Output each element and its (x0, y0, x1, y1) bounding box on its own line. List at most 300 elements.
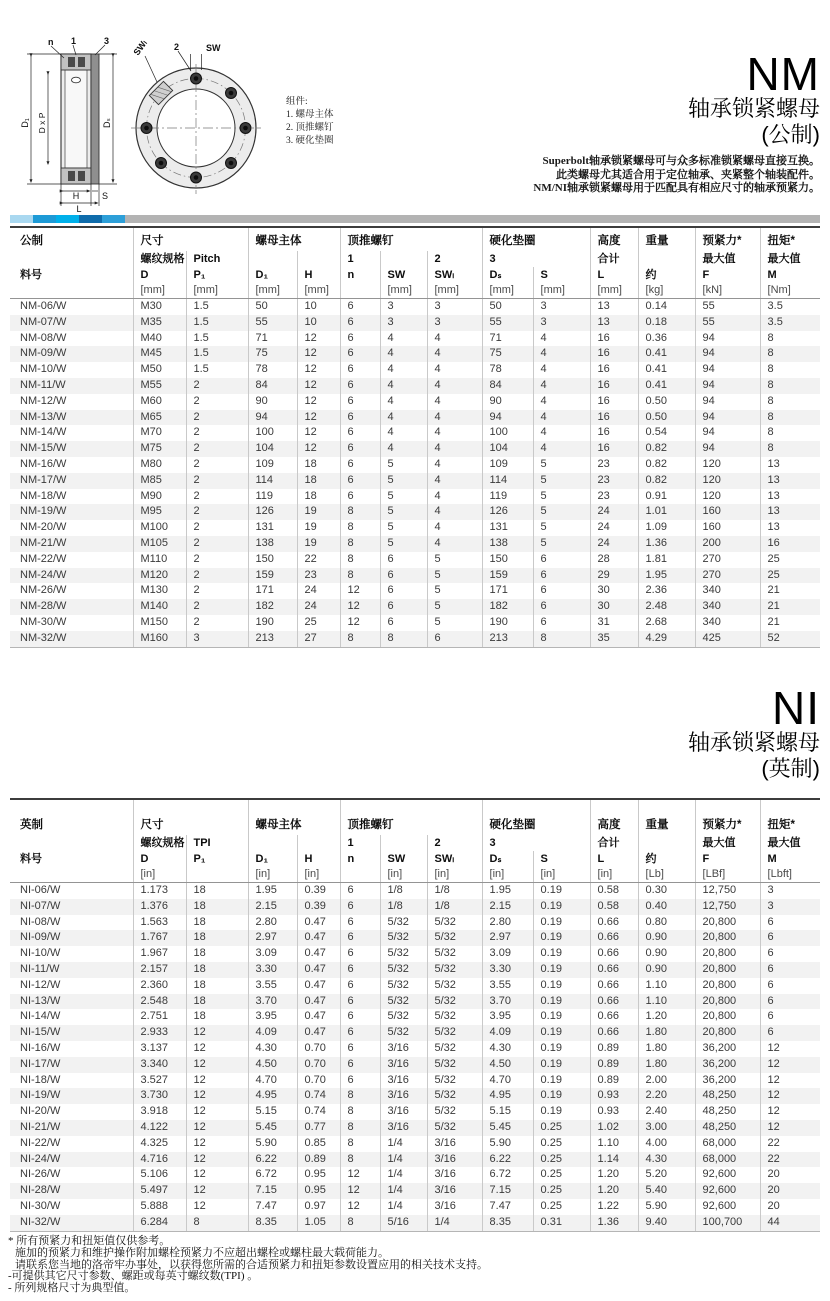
table-cell: 5/32 (380, 978, 427, 994)
ni-table-header (10, 799, 820, 883)
table-cell: M110 (133, 552, 186, 568)
header-cell: [Lbft] (760, 867, 820, 883)
table-cell: 5.497 (133, 1183, 186, 1199)
table-cell: 6 (760, 978, 820, 994)
table-cell: 2 (186, 457, 248, 473)
header-cell: 扭矩* (760, 227, 820, 251)
table-cell: 0.82 (638, 457, 695, 473)
table-cell: 12 (760, 1120, 820, 1136)
table-cell: 1.80 (638, 1025, 695, 1041)
table-cell: 55 (248, 315, 297, 331)
table-cell: 1/8 (427, 883, 482, 899)
description-line: NM/NI轴承锁紧螺母用于匹配具有相应尺寸的轴承预紧力。 (533, 182, 820, 194)
header-cell: [in] (482, 867, 533, 883)
table-cell: 213 (482, 631, 533, 647)
table-cell: 35 (590, 631, 638, 647)
table-row (10, 520, 820, 536)
table-cell: 6 (340, 899, 380, 915)
nm-description (533, 155, 820, 196)
table-cell: NI-08/W (20, 915, 61, 928)
table-cell: 29 (590, 568, 638, 584)
table-cell: 6 (340, 378, 380, 394)
table-cell: 6 (533, 615, 590, 631)
table-cell: 5 (427, 552, 482, 568)
table-cell: 5/32 (380, 962, 427, 978)
table-cell: 0.39 (297, 899, 340, 915)
header-cell: 顶推螺钉 (340, 799, 482, 835)
table-cell: 5/32 (427, 1041, 482, 1057)
label-3: 3 (104, 36, 110, 46)
table-cell: 12 (340, 583, 380, 599)
table-cell: 16 (590, 362, 638, 378)
table-cell: 12 (186, 1088, 248, 1104)
table-cell: 5/32 (380, 1009, 427, 1025)
table-cell: 104 (248, 441, 297, 457)
table-row (10, 504, 820, 520)
table-cell: 5.40 (638, 1183, 695, 1199)
table-cell: 126 (248, 504, 297, 520)
table-cell: 190 (248, 615, 297, 631)
table-cell: 4 (533, 441, 590, 457)
table-cell: 0.58 (590, 883, 638, 899)
table-cell: 24 (590, 520, 638, 536)
table-cell: 13 (590, 315, 638, 331)
table-cell: 0.82 (638, 473, 695, 489)
table-cell: 22 (760, 1152, 820, 1168)
table-cell: 4 (427, 489, 482, 505)
table-cell: 0.80 (638, 915, 695, 931)
table-cell: NI-19/W (20, 1089, 61, 1102)
table-cell: 1.36 (590, 1215, 638, 1231)
table-cell: 0.19 (533, 946, 590, 962)
table-cell: 4.50 (248, 1057, 297, 1073)
table-cell: 6 (340, 946, 380, 962)
table-cell: NI-16/W (20, 1041, 61, 1054)
table-cell: 6 (340, 994, 380, 1010)
header-cell: 3 (482, 835, 590, 851)
table-row (10, 994, 820, 1010)
table-cell: 270 (695, 552, 760, 568)
table-cell: 5/32 (427, 1025, 482, 1041)
table-cell: 1/8 (380, 899, 427, 915)
table-cell: 6 (340, 1025, 380, 1041)
table-cell: 12 (186, 1199, 248, 1215)
table-cell: 8 (340, 1104, 380, 1120)
table-cell: 2.00 (638, 1073, 695, 1089)
table-cell: 5.90 (638, 1199, 695, 1215)
table-row (10, 883, 820, 899)
table-cell: 0.90 (638, 962, 695, 978)
header-cell: D (133, 851, 186, 867)
table-cell: 4.09 (248, 1025, 297, 1041)
table-cell: 100,700 (695, 1215, 760, 1231)
table-cell: 109 (482, 457, 533, 473)
table-cell: 5/32 (380, 930, 427, 946)
header-cell: SWₗ (427, 267, 482, 283)
table-cell: 1.81 (638, 552, 695, 568)
table-cell: 5.45 (248, 1120, 297, 1136)
table-cell: 71 (482, 331, 533, 347)
table-cell: 18 (186, 994, 248, 1010)
table-row (10, 946, 820, 962)
table-cell: 4.70 (482, 1073, 533, 1089)
table-cell: 0.40 (638, 899, 695, 915)
header-cell: M (760, 267, 820, 283)
ni-subtitle: 轴承锁紧螺母 (687, 730, 820, 755)
table-cell: 6 (380, 583, 427, 599)
table-row (10, 1136, 820, 1152)
header-cell: [mm] (248, 283, 297, 299)
table-cell: 0.19 (533, 1041, 590, 1057)
table-cell: 109 (248, 457, 297, 473)
table-cell: 6 (340, 331, 380, 347)
table-cell: 150 (248, 552, 297, 568)
header-cell: 最大值 (695, 835, 760, 851)
table-cell: 0.41 (638, 362, 695, 378)
nm-table (10, 226, 820, 648)
table-cell: 2 (186, 394, 248, 410)
table-cell: 16 (590, 378, 638, 394)
table-cell: 1.05 (297, 1215, 340, 1231)
table-cell: 4 (533, 331, 590, 347)
table-cell: 13 (760, 504, 820, 520)
table-cell: 20,800 (695, 994, 760, 1010)
table-row (10, 457, 820, 473)
table-cell: NM-06/W (20, 300, 67, 312)
table-cell: 0.89 (297, 1152, 340, 1168)
table-cell: 3.70 (248, 994, 297, 1010)
table-cell: NI-18/W (20, 1073, 61, 1086)
header-cell: 最大值 (760, 251, 820, 267)
component-item: 1. 螺母主体 (286, 110, 334, 120)
table-cell: 3/16 (427, 1136, 482, 1152)
table-cell: 2.80 (482, 915, 533, 931)
table-cell: 25 (760, 552, 820, 568)
table-cell: 2.97 (248, 930, 297, 946)
table-cell: 1.5 (186, 346, 248, 362)
nut-bore (65, 70, 87, 168)
table-cell: 3 (380, 315, 427, 331)
table-cell: 4.50 (482, 1057, 533, 1073)
table-cell: 1.767 (133, 930, 186, 946)
header-cell: 硬化垫圈 (482, 227, 590, 251)
table-cell: 190 (482, 615, 533, 631)
header-cell (10, 251, 133, 267)
table-cell: 340 (695, 615, 760, 631)
table-cell: 24 (590, 536, 638, 552)
table-cell: 0.47 (297, 946, 340, 962)
table-cell: NM-30/W (20, 615, 67, 628)
table-cell: 6 (760, 946, 820, 962)
table-cell: NI-07/W (20, 899, 61, 912)
nm-title-block (533, 48, 820, 196)
table-cell: 92,600 (695, 1183, 760, 1199)
table-cell: 4.00 (638, 1136, 695, 1152)
table-cell: 12 (297, 346, 340, 362)
table-cell: 8 (340, 504, 380, 520)
table-row (10, 1041, 820, 1057)
table-cell: 12 (340, 1199, 380, 1215)
header-cell: S (533, 851, 590, 867)
table-cell: 94 (695, 331, 760, 347)
table-cell: 4 (380, 425, 427, 441)
table-cell: 6 (760, 930, 820, 946)
table-cell: 12 (186, 1183, 248, 1199)
header-cell: 高度 (590, 227, 638, 251)
table-cell: 13 (760, 489, 820, 505)
label-sw: SW (206, 43, 221, 53)
table-cell: 1.95 (482, 883, 533, 899)
table-cell: 55 (695, 299, 760, 315)
header-cell: [mm] (533, 283, 590, 299)
description-line: Superbolt轴承锁紧螺母可与众多标准锁紧螺母直接互换。 (542, 155, 820, 167)
table-cell: 12 (340, 1183, 380, 1199)
table-cell: 2 (186, 378, 248, 394)
table-cell: 5 (533, 536, 590, 552)
header-cell: [Nm] (760, 283, 820, 299)
table-cell: 20,800 (695, 978, 760, 994)
table-cell: NM-15/W (20, 442, 67, 455)
table-cell: M130 (133, 583, 186, 599)
dim-s: S (101, 191, 109, 201)
table-cell: 3.527 (133, 1073, 186, 1089)
table-cell: 0.47 (297, 994, 340, 1010)
table-cell: 6 (340, 394, 380, 410)
table-cell: 21 (760, 615, 820, 631)
table-cell: 0.91 (638, 489, 695, 505)
table-cell: 100 (248, 425, 297, 441)
header-cell: SWₗ (427, 851, 482, 867)
table-cell: 4 (380, 410, 427, 426)
table-cell: 3.5 (760, 299, 820, 315)
table-cell: 5.15 (482, 1104, 533, 1120)
table-cell: NI-28/W (20, 1184, 61, 1197)
header-cell: 英制 (20, 819, 43, 832)
header-cell: n (340, 851, 380, 867)
table-cell: 0.19 (533, 915, 590, 931)
table-cell: 6 (427, 631, 482, 647)
header-cell: [mm] (186, 283, 248, 299)
table-row (10, 1215, 820, 1231)
label-swl: SWₗ (131, 40, 149, 58)
table-cell: 18 (297, 473, 340, 489)
table-cell: 1.173 (133, 883, 186, 899)
table-cell: 1/4 (380, 1183, 427, 1199)
table-cell: NM-11/W (20, 378, 66, 391)
table-cell: 0.19 (533, 1088, 590, 1104)
header-cell: [mm] (380, 283, 427, 299)
table-cell: 16 (590, 346, 638, 362)
table-cell: 12 (297, 331, 340, 347)
table-cell: 8 (340, 536, 380, 552)
table-cell: 1/4 (380, 1152, 427, 1168)
table-cell: 0.97 (297, 1199, 340, 1215)
header-cell (10, 283, 133, 299)
header-cell (248, 251, 297, 267)
header-cell: [mm] (427, 283, 482, 299)
table-cell: 12 (186, 1057, 248, 1073)
table-cell: 4 (427, 473, 482, 489)
header-cell: L (590, 851, 638, 867)
table-cell: 3 (427, 299, 482, 315)
table-cell: 4 (427, 331, 482, 347)
table-cell: 12 (186, 1041, 248, 1057)
header-cell: 螺母主体 (248, 799, 340, 835)
table-cell: 36,200 (695, 1073, 760, 1089)
table-cell: 6 (340, 299, 380, 315)
table-cell: 5/32 (380, 946, 427, 962)
table-cell: 21 (760, 599, 820, 615)
table-cell: NM-08/W (20, 331, 67, 344)
table-cell: 200 (695, 536, 760, 552)
table-cell: 5/32 (427, 1057, 482, 1073)
table-cell: 6.72 (482, 1167, 533, 1183)
table-cell: 0.66 (590, 962, 638, 978)
table-cell: NM-07/W (20, 315, 67, 328)
table-cell: 6 (340, 915, 380, 931)
table-cell: 0.31 (533, 1215, 590, 1231)
table-cell: 20,800 (695, 1025, 760, 1041)
table-cell: 119 (248, 489, 297, 505)
table-cell: 131 (248, 520, 297, 536)
table-cell: 0.95 (297, 1167, 340, 1183)
table-cell: NM-09/W (20, 347, 67, 360)
table-cell: 30 (590, 599, 638, 615)
table-cell: 5/32 (427, 1073, 482, 1089)
table-cell: 0.93 (590, 1088, 638, 1104)
table-cell: 0.25 (533, 1183, 590, 1199)
header-cell (297, 251, 340, 267)
table-cell: 4 (380, 346, 427, 362)
table-cell: NM-22/W (20, 552, 67, 565)
table-cell: 2 (186, 615, 248, 631)
table-cell: NM-18/W (20, 489, 67, 502)
table-cell: 12 (186, 1120, 248, 1136)
table-cell: 2.157 (133, 962, 186, 978)
header-cell (638, 835, 695, 851)
table-cell: 0.19 (533, 978, 590, 994)
table-cell: 23 (590, 473, 638, 489)
table-cell: 0.47 (297, 930, 340, 946)
table-cell: 0.58 (590, 899, 638, 915)
table-cell: 94 (695, 425, 760, 441)
header-cell: 硬化垫圈 (482, 799, 590, 835)
nm-subtitle-2: (公制) (761, 122, 820, 147)
header-cell: [in] (427, 867, 482, 883)
table-cell: 3/16 (380, 1057, 427, 1073)
table-cell: 5 (427, 599, 482, 615)
table-cell: 0.70 (297, 1041, 340, 1057)
header-cell: Dₛ (482, 851, 533, 867)
table-cell: 0.89 (590, 1073, 638, 1089)
table-cell: 4.29 (638, 631, 695, 647)
header-cell: 最大值 (695, 251, 760, 267)
table-cell: 425 (695, 631, 760, 647)
table-cell: 160 (695, 504, 760, 520)
label-n: n (48, 37, 54, 47)
table-cell: 6.22 (482, 1152, 533, 1168)
component-item: 2. 顶推螺钉 (286, 123, 334, 133)
table-cell: 8 (340, 1136, 380, 1152)
table-cell: 7.15 (482, 1183, 533, 1199)
table-cell: 0.41 (638, 346, 695, 362)
label-1: 1 (71, 36, 77, 46)
table-cell: 4.09 (482, 1025, 533, 1041)
table-cell: 0.19 (533, 1057, 590, 1073)
table-cell: 1.20 (590, 1183, 638, 1199)
table-cell: 1.967 (133, 946, 186, 962)
table-cell: 94 (248, 410, 297, 426)
table-cell: 6 (340, 978, 380, 994)
table-cell: 19 (297, 536, 340, 552)
table-cell: 20,800 (695, 930, 760, 946)
table-cell: 18 (297, 457, 340, 473)
table-cell: 5/32 (427, 1009, 482, 1025)
table-cell: 16 (590, 331, 638, 347)
table-cell: 13 (760, 457, 820, 473)
table-cell: 78 (248, 362, 297, 378)
header-cell: L (590, 267, 638, 283)
table-cell: 1/8 (427, 899, 482, 915)
table-cell: 19 (297, 520, 340, 536)
table-cell: 12 (297, 425, 340, 441)
table-cell: 2 (186, 568, 248, 584)
table-cell: 1/4 (380, 1167, 427, 1183)
header-cell: 1 (340, 251, 380, 267)
table-row (10, 962, 820, 978)
table-cell: 16 (590, 425, 638, 441)
table-cell: NI-11/W (20, 962, 60, 975)
header-cell (340, 867, 380, 883)
table-cell: 4.122 (133, 1120, 186, 1136)
bar-segment (33, 215, 56, 223)
table-cell: 18 (186, 883, 248, 899)
table-cell: NI-12/W (20, 978, 61, 991)
table-cell: 0.25 (533, 1199, 590, 1215)
table-cell: 4.30 (248, 1041, 297, 1057)
table-cell: 3/16 (380, 1088, 427, 1104)
table-cell: 8 (760, 425, 820, 441)
table-cell: M60 (133, 394, 186, 410)
table-cell: 2.360 (133, 978, 186, 994)
table-cell: 6 (340, 1057, 380, 1073)
table-cell: 84 (482, 378, 533, 394)
table-cell: M140 (133, 599, 186, 615)
header-cell: 顶推螺钉 (340, 227, 482, 251)
table-cell: 84 (248, 378, 297, 394)
table-cell: 119 (482, 489, 533, 505)
table-cell: 55 (695, 315, 760, 331)
table-cell: M70 (133, 425, 186, 441)
table-cell: 20 (760, 1199, 820, 1215)
table-cell: 90 (248, 394, 297, 410)
table-cell: 75 (248, 346, 297, 362)
table-cell: 55 (482, 315, 533, 331)
header-cell: 扭矩* (760, 799, 820, 835)
header-cell: 预紧力* (695, 227, 760, 251)
table-cell: 1.36 (638, 536, 695, 552)
table-cell: 16 (760, 536, 820, 552)
table-cell: NM-16/W (20, 457, 67, 470)
table-cell: 12 (186, 1073, 248, 1089)
table-cell: 4 (533, 425, 590, 441)
header-cell: 最大值 (760, 835, 820, 851)
table-row (10, 1183, 820, 1199)
header-cell: D (133, 267, 186, 283)
table-cell: 8 (380, 631, 427, 647)
table-cell: 19 (297, 504, 340, 520)
table-row (10, 441, 820, 457)
